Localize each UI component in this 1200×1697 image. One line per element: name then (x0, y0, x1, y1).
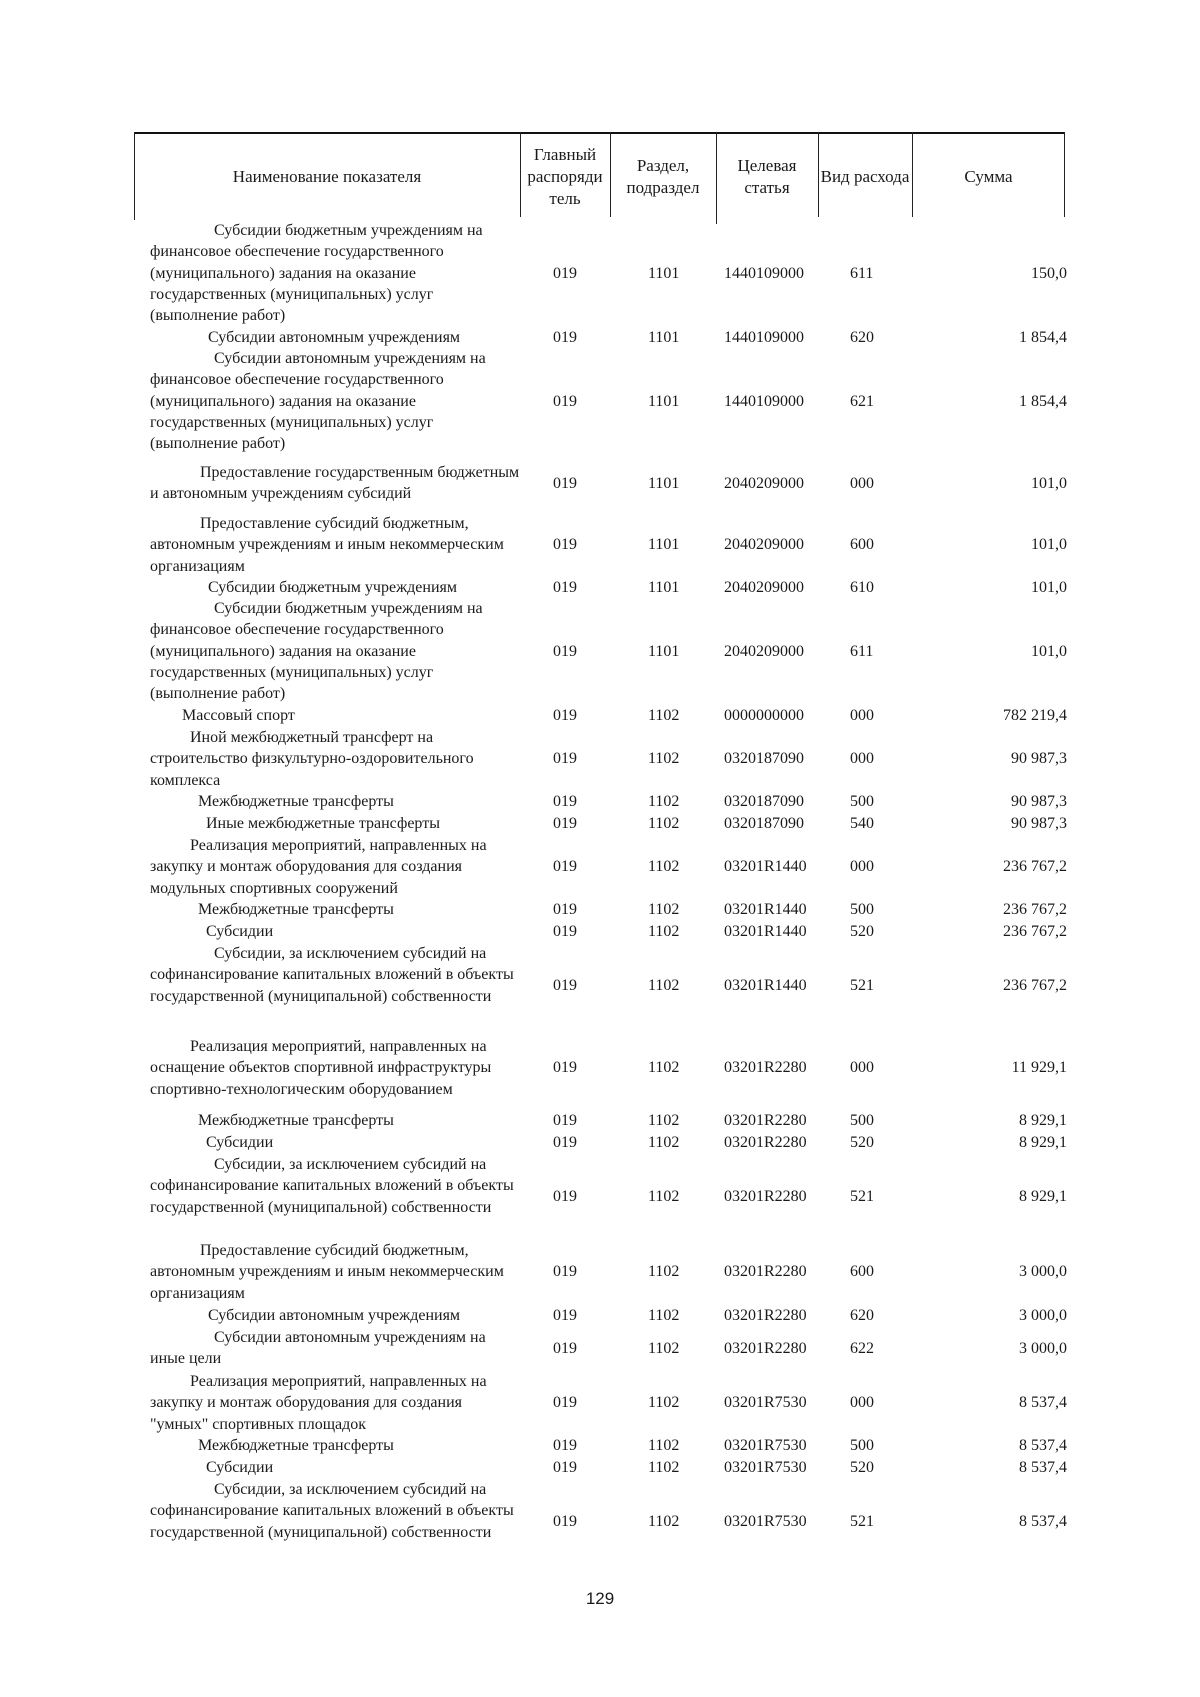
table-row (0, 348, 1200, 455)
row-target-article: 03201R2280 (724, 1307, 807, 1325)
row-expense-type: 520 (850, 1134, 874, 1152)
row-section: 1102 (648, 1188, 680, 1206)
row-expense-type: 611 (850, 642, 874, 660)
table-row (0, 1154, 1200, 1240)
table-row (0, 1327, 1200, 1371)
row-target-article: 03201R2280 (724, 1059, 807, 1077)
row-target-article: 1440109000 (724, 392, 804, 410)
row-expense-type: 000 (850, 858, 874, 876)
row-amount: 3 000,0 (1019, 1340, 1067, 1358)
table-row (0, 1240, 1200, 1304)
table-row (0, 921, 1200, 943)
row-target-article: 03201R2280 (724, 1188, 807, 1206)
row-name: Реализация мероприятий, направленных на закупку и монтаж оборудования для создания "умных" спортивных площадок (150, 1373, 487, 1433)
table-row (0, 577, 1200, 599)
header-expense-type: Вид расхода (820, 166, 910, 186)
row-section: 1102 (648, 1263, 680, 1281)
row-chief-manager: 019 (553, 536, 577, 554)
row-amount: 8 929,1 (1019, 1112, 1067, 1130)
row-chief-manager: 019 (553, 579, 577, 597)
table-divider (520, 132, 521, 217)
row-expense-type: 500 (850, 793, 874, 811)
row-target-article: 2040209000 (724, 579, 804, 597)
row-target-article: 0320187090 (724, 793, 804, 811)
row-name: Субсидии, за исключением субсидий на софинансирование капитальных вложений в объекты государственной (муниципальной) собственности (150, 1481, 514, 1541)
row-name: Субсидии автономным учреждениям (208, 329, 461, 346)
row-section: 1102 (648, 793, 680, 811)
row-chief-manager: 019 (553, 750, 577, 768)
row-expense-type: 521 (850, 977, 874, 995)
row-expense-type: 000 (850, 1059, 874, 1077)
row-chief-manager: 019 (553, 1188, 577, 1206)
row-name: Межбюджетные трансферты (198, 1112, 394, 1129)
row-amount: 3 000,0 (1019, 1307, 1067, 1325)
row-chief-manager: 019 (553, 329, 577, 347)
row-section: 1102 (648, 858, 680, 876)
row-target-article: 03201R1440 (724, 923, 807, 941)
row-expense-type: 520 (850, 923, 874, 941)
row-section: 1102 (648, 1459, 680, 1477)
table-row (0, 327, 1200, 349)
row-chief-manager: 019 (553, 264, 577, 282)
row-amount: 8 929,1 (1019, 1134, 1067, 1152)
row-expense-type: 600 (850, 1263, 874, 1281)
row-target-article: 03201R1440 (724, 901, 807, 919)
row-amount: 236 767,2 (1003, 977, 1067, 995)
row-name: Массовый спорт (182, 707, 295, 724)
table-row (0, 1371, 1200, 1435)
row-target-article: 1440109000 (724, 329, 804, 347)
row-name: Субсидии бюджетным учреждениям на финансовое обеспечение государственного (муниципального) задания на оказание государственных (муниципальных) услуг (выполнение работ) (150, 600, 483, 703)
row-expense-type: 620 (850, 329, 874, 347)
row-chief-manager: 019 (553, 1394, 577, 1412)
row-chief-manager: 019 (553, 977, 577, 995)
table-divider (716, 132, 717, 224)
row-section: 1102 (648, 1307, 680, 1325)
row-name: Субсидии бюджетным учреждениям (208, 579, 457, 596)
row-section: 1101 (648, 264, 680, 282)
row-target-article: 03201R1440 (724, 977, 807, 995)
row-target-article: 2040209000 (724, 475, 804, 493)
row-amount: 8 537,4 (1019, 1513, 1067, 1531)
row-chief-manager: 019 (553, 815, 577, 833)
row-chief-manager: 019 (553, 858, 577, 876)
row-name: Субсидии автономным учреждениям на финансовое обеспечение государственного (муниципального) задания на оказание государственных (муниципальных) услуг (выполнение работ) (150, 350, 486, 453)
row-chief-manager: 019 (553, 1513, 577, 1531)
row-name: Субсидии бюджетным учреждениям на финансовое обеспечение государственного (муниципального) задания на оказание государственных (муниципальных) услуг (выполнение работ) (150, 222, 483, 325)
table-row (0, 1435, 1200, 1457)
row-chief-manager: 019 (553, 707, 577, 725)
row-expense-type: 500 (850, 901, 874, 919)
row-section: 1102 (648, 815, 680, 833)
row-amount: 8 537,4 (1019, 1459, 1067, 1477)
row-chief-manager: 019 (553, 923, 577, 941)
row-target-article: 03201R2280 (724, 1263, 807, 1281)
row-section: 1101 (648, 536, 680, 554)
row-amount: 101,0 (1031, 579, 1067, 597)
row-target-article: 03201R2280 (724, 1134, 807, 1152)
page-number: 129 (585, 1589, 615, 1608)
row-expense-type: 000 (850, 707, 874, 725)
table-border-left (134, 132, 135, 220)
row-expense-type: 611 (850, 264, 874, 282)
row-target-article: 03201R2280 (724, 1112, 807, 1130)
row-expense-type: 521 (850, 1188, 874, 1206)
row-amount: 8 537,4 (1019, 1394, 1067, 1412)
row-name: Субсидии, за исключением субсидий на софинансирование капитальных вложений в объекты государственной (муниципальной) собственности (150, 945, 514, 1005)
table-row (0, 943, 1200, 1029)
row-amount: 236 767,2 (1003, 923, 1067, 941)
row-target-article: 03201R7530 (724, 1513, 807, 1531)
row-expense-type: 540 (850, 815, 874, 833)
row-chief-manager: 019 (553, 1059, 577, 1077)
row-section: 1101 (648, 579, 680, 597)
row-expense-type: 622 (850, 1340, 874, 1358)
row-section: 1102 (648, 750, 680, 768)
row-target-article: 03201R7530 (724, 1437, 807, 1455)
row-target-article: 2040209000 (724, 536, 804, 554)
row-amount: 1 854,4 (1019, 392, 1067, 410)
row-target-article: 2040209000 (724, 642, 804, 660)
row-expense-type: 000 (850, 475, 874, 493)
row-section: 1101 (648, 642, 680, 660)
row-chief-manager: 019 (553, 1263, 577, 1281)
row-target-article: 1440109000 (724, 264, 804, 282)
header-target-article: Целевая статья (737, 155, 797, 197)
row-section: 1102 (648, 1059, 680, 1077)
header-section: Раздел, подраздел (626, 155, 700, 197)
row-amount: 101,0 (1031, 642, 1067, 660)
row-name: Иные межбюджетные трансферты (206, 815, 440, 832)
row-name: Межбюджетные трансферты (198, 1437, 394, 1454)
row-target-article: 03201R7530 (724, 1394, 807, 1412)
row-section: 1102 (648, 707, 680, 725)
row-amount: 1 854,4 (1019, 329, 1067, 347)
table-row (0, 835, 1200, 899)
table-row (0, 1110, 1200, 1132)
row-section: 1101 (648, 392, 680, 410)
row-amount: 101,0 (1031, 536, 1067, 554)
table-row (0, 1036, 1200, 1100)
row-target-article: 0320187090 (724, 750, 804, 768)
row-expense-type: 500 (850, 1112, 874, 1130)
table-border-right (1064, 132, 1065, 217)
row-expense-type: 000 (850, 1394, 874, 1412)
row-expense-type: 610 (850, 579, 874, 597)
row-amount: 8 929,1 (1019, 1188, 1067, 1206)
row-section: 1102 (648, 1394, 680, 1412)
row-chief-manager: 019 (553, 793, 577, 811)
row-expense-type: 520 (850, 1459, 874, 1477)
table-row (0, 598, 1200, 705)
row-expense-type: 000 (850, 750, 874, 768)
table-row (0, 705, 1200, 727)
header-name: Наименование показателя (232, 166, 422, 186)
header-chief-manager: Главный распоряди тель (527, 144, 603, 208)
row-name: Субсидии (206, 1134, 274, 1151)
row-expense-type: 621 (850, 392, 874, 410)
row-section: 1102 (648, 1340, 680, 1358)
row-target-article: 0000000000 (724, 707, 804, 725)
row-name: Реализация мероприятий, направленных на закупку и монтаж оборудования для создания модульных спортивных сооружений (150, 837, 487, 897)
row-expense-type: 500 (850, 1437, 874, 1455)
row-name: Субсидии (206, 923, 274, 940)
row-section: 1102 (648, 977, 680, 995)
row-section: 1102 (648, 1513, 680, 1531)
row-chief-manager: 019 (553, 475, 577, 493)
row-section: 1102 (648, 1112, 680, 1130)
row-name: Предоставление государственным бюджетным и автономным учреждениям субсидий (150, 464, 520, 503)
table-header (134, 132, 1065, 219)
row-section: 1102 (648, 1437, 680, 1455)
table-row (0, 727, 1200, 791)
row-chief-manager: 019 (553, 1112, 577, 1130)
table-divider (912, 132, 913, 217)
table-row (0, 220, 1200, 327)
row-name: Субсидии (206, 1459, 274, 1476)
row-amount: 101,0 (1031, 475, 1067, 493)
row-name: Субсидии, за исключением субсидий на софинансирование капитальных вложений в объекты государственной (муниципальной) собственности (150, 1156, 514, 1216)
row-chief-manager: 019 (553, 1340, 577, 1358)
row-amount: 3 000,0 (1019, 1263, 1067, 1281)
row-chief-manager: 019 (553, 901, 577, 919)
row-chief-manager: 019 (553, 392, 577, 410)
table-row (0, 791, 1200, 813)
row-expense-type: 521 (850, 1513, 874, 1531)
row-chief-manager: 019 (553, 642, 577, 660)
row-chief-manager: 019 (553, 1307, 577, 1325)
table-row (0, 1479, 1200, 1565)
row-target-article: 03201R7530 (724, 1459, 807, 1477)
row-amount: 236 767,2 (1003, 901, 1067, 919)
header-amount: Сумма (964, 166, 1013, 186)
table-divider (610, 132, 611, 217)
table-row (0, 462, 1200, 506)
row-name: Иной межбюджетный трансферт на строительство физкультурно-оздоровительного комплекса (150, 729, 474, 789)
row-name: Предоставление субсидий бюджетным, автономным учреждениям и иным некоммерческим организациям (150, 515, 504, 575)
row-target-article: 03201R2280 (724, 1340, 807, 1358)
row-name: Субсидии автономным учреждениям (208, 1307, 461, 1324)
row-target-article: 03201R1440 (724, 858, 807, 876)
table-row (0, 899, 1200, 921)
table-row (0, 1305, 1200, 1327)
row-section: 1101 (648, 329, 680, 347)
row-target-article: 0320187090 (724, 815, 804, 833)
row-section: 1102 (648, 901, 680, 919)
row-section: 1101 (648, 475, 680, 493)
table-row (0, 813, 1200, 835)
row-amount: 90 987,3 (1011, 750, 1067, 768)
table-row (0, 1457, 1200, 1479)
row-name: Межбюджетные трансферты (198, 901, 394, 918)
row-amount: 782 219,4 (1003, 707, 1067, 725)
row-amount: 90 987,3 (1011, 793, 1067, 811)
row-section: 1102 (648, 923, 680, 941)
row-chief-manager: 019 (553, 1134, 577, 1152)
row-amount: 236 767,2 (1003, 858, 1067, 876)
row-chief-manager: 019 (553, 1459, 577, 1477)
table-divider (818, 132, 819, 217)
table-row (0, 513, 1200, 577)
row-name: Межбюджетные трансферты (198, 793, 394, 810)
row-section: 1102 (648, 1134, 680, 1152)
row-amount: 11 929,1 (1011, 1059, 1067, 1077)
row-name: Предоставление субсидий бюджетным, автономным учреждениям и иным некоммерческим организациям (150, 1242, 504, 1302)
row-amount: 8 537,4 (1019, 1437, 1067, 1455)
row-expense-type: 620 (850, 1307, 874, 1325)
row-chief-manager: 019 (553, 1437, 577, 1455)
row-amount: 90 987,3 (1011, 815, 1067, 833)
row-name: Субсидии автономным учреждениям на иные цели (150, 1329, 486, 1368)
table-row (0, 1132, 1200, 1154)
row-name: Реализация мероприятий, направленных на оснащение объектов спортивной инфраструктуры спортивно-технологическим оборудованием (150, 1038, 492, 1098)
row-amount: 150,0 (1031, 264, 1067, 282)
row-expense-type: 600 (850, 536, 874, 554)
